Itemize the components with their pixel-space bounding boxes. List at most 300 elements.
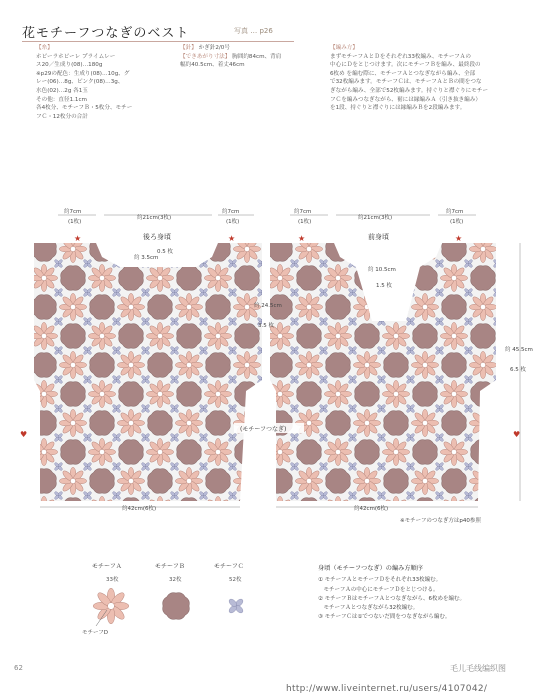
step-line: ③ モチーフＣは①でつないだ間をつなぎながら編む。 [318,614,451,621]
motif-b [32,295,57,320]
motif-d [186,478,191,483]
motif-c-petal [467,523,473,529]
yarn-line: 各4枚分、モチーフＢ・5枚分、モチー [36,105,133,112]
motif-a-petal [264,508,277,521]
motif-a-petal [161,507,174,513]
motif-c-petal [496,520,502,526]
motif-d [99,449,104,454]
motif-c-petal [173,520,179,526]
motif-c-petal [496,291,502,297]
motif-c-petal [199,523,205,529]
motif-d [422,478,427,483]
motif-c-petal [496,436,502,442]
motif-d [451,333,456,338]
motif-d [70,420,75,425]
motif-d [244,478,249,483]
motif-c-petal [54,523,60,529]
motif-c-petal [438,523,444,529]
motif-c-petal [409,262,415,268]
motif-b [119,266,144,291]
motif-a-petal [422,235,428,248]
motif-a [175,467,202,494]
motif-d [273,507,278,512]
motif-a [266,264,293,291]
motif-d [364,478,369,483]
hook-size: かぎ針2/0号 [198,45,230,51]
tools-block [180,44,310,70]
motif-a-petal [117,246,130,252]
motif-a-petal [129,237,142,250]
motif-c-petal [170,259,176,265]
motif-a-petal [187,237,200,250]
motif-a-petal [245,479,258,492]
motif-a-petal [262,507,275,513]
howto-line: 中心にＤをとじつけます。次にモチーフＢを編み、最終段の [330,62,481,69]
motif-a [88,322,115,349]
motif-a-petal [481,421,494,434]
motif-b [297,440,322,465]
motif-b [119,324,144,349]
motif-a [411,235,438,262]
motif-a-petal [264,440,277,453]
motif-c-petal [231,520,237,526]
motif-c-petal [144,523,150,529]
motif-a-petal [262,449,275,455]
motif-d [41,449,46,454]
motif-a-petal [397,507,410,513]
source-url: http://www.liveinternet.ru/users/4107042/ [286,684,488,694]
motif-c-petal [257,491,263,497]
motif-a [440,380,467,407]
motif-a-petal [216,508,229,521]
motif-d [364,362,369,367]
motif-d [186,362,191,367]
motif-c-petal [57,523,63,529]
body-length-rows: 6.5 枚 [510,367,526,373]
motif-c-petal [319,523,325,529]
motif-a [353,467,380,494]
motif-a [469,467,496,494]
motif-d [99,275,104,280]
page-title: 花モチーフつなぎのベスト [22,26,190,41]
motif-a [175,409,202,436]
motif-d [186,304,191,309]
motif-d [277,507,282,512]
motif-c-petal [257,433,263,439]
motif-a-petal [158,508,171,521]
motif-d [393,449,398,454]
assembly-steps [318,564,518,623]
motif-c-petal [115,523,121,529]
motif-a [440,438,467,465]
motif-a-petal [324,507,337,513]
motif-a-petal [326,508,339,521]
star-icon: ★ [74,234,82,243]
armhole-depth: 約 24.5cm [254,303,282,309]
motif-d [335,507,340,512]
motif-c-petal [496,346,502,352]
motif-c-petal [293,523,299,529]
motif-d [306,362,311,367]
motif-a-petal [175,246,188,252]
motif-b [61,382,86,407]
motif-c [493,520,502,529]
motif-b [471,266,496,291]
motif-a-petal [41,496,47,509]
motif-a-petal [335,511,341,524]
legend-c-count: 52枚 [229,577,242,583]
back-top-mid-dim: 約21cm(3枚) [137,215,172,221]
motif-b [90,353,115,378]
motif-a [93,588,129,624]
motif-b [297,324,322,349]
motif-c-petal [348,523,354,529]
front-panel-label: 前身頃 [368,233,389,241]
motif-a-petal [215,511,221,524]
motif-a-petal [264,392,277,405]
motif-c-petal [496,378,502,384]
motif-b [206,295,231,320]
motif-b [442,295,467,320]
motif-d [393,333,398,338]
star-icon: ★ [298,234,306,243]
motif-d [364,304,369,309]
motif-a [411,351,438,378]
back-panel [30,235,295,529]
motif-a-petal [281,507,294,513]
motif-a-petal [355,237,368,250]
motif-b [384,353,409,378]
motif-c-petal [496,317,502,323]
motif-a-petal [481,479,494,492]
motif-a-petal [244,482,250,495]
motif-a-petal [480,467,486,480]
motif-d [306,304,311,309]
motif-c-petal [286,523,292,529]
body-length: 約 45.5cm [505,347,533,353]
motif-a-petal [157,511,163,524]
motif-c [290,520,299,529]
motif-c-petal [170,520,176,526]
motif-a-petal [128,250,134,263]
motif-b [268,237,293,262]
legend-d-label: モチーフD [82,630,108,636]
motif-a-petal [413,237,426,250]
motif-c [257,433,266,442]
motif-c-petal [493,462,499,468]
motif-d [215,275,220,280]
motif-b [61,440,86,465]
motif-c-petal [409,523,415,529]
motif-c-petal [322,523,328,529]
motif-c-petal [260,523,266,529]
legend-swatches [0,580,300,650]
motif-c-petal [377,259,383,265]
yarn-heading: 【糸】 [36,45,53,51]
motif-c [319,520,328,529]
motif-d [186,246,191,251]
motif-d [128,362,133,367]
motif-b [413,324,438,349]
motif-a [88,438,115,465]
motif-a-petal [103,507,116,513]
motif-c-petal [351,523,357,529]
motif-d [306,420,311,425]
motif-a [59,467,86,494]
motif-a-petal [132,246,145,252]
motif-a [233,235,260,262]
motif-d [244,362,249,367]
motif-a [266,496,293,523]
motif-c [141,520,150,529]
step-line: ② モチーフＢはモチーフＡとつなぎながら、6枚めを編む。 [318,595,466,602]
motif-c [228,520,237,529]
motif-a-petal [206,508,219,521]
motif-c-petal [228,520,234,526]
motif-a-flower-icon [93,588,129,624]
motif-d [306,246,311,251]
back-bottom-dim: 約42cm(6枚) [122,506,157,512]
motif-c-petal [257,436,263,442]
motif-a [146,264,173,291]
steps-title: 身頃（モチーフつなぎ）の編み方順序 [318,565,423,572]
motif-b [471,324,496,349]
vest-motif-diagram [0,195,542,535]
motif-a-petal [278,508,291,521]
heart-icon: ♥ [20,430,28,439]
motif-c [493,491,502,500]
motif-a-petal [382,275,395,281]
motif-c [493,462,502,471]
motif-c-petal [289,520,295,526]
motif-b [163,593,190,620]
motif-c [377,288,386,297]
motif-b [90,237,115,262]
motif-a-petal [273,511,279,524]
motif-a [88,496,115,523]
star-icon: ★ [228,234,236,243]
motif-d [451,449,456,454]
motif-a [204,264,231,291]
motif-b [148,469,173,494]
motif-d [422,420,427,425]
motif-c-petal [115,520,121,526]
motif-c-petal [496,262,502,268]
motif-a-petal [233,478,246,484]
motif-a [266,380,293,407]
motif-b [471,440,496,465]
motif-c [257,462,266,471]
front-neck-depth: 約 10.5cm [368,267,396,273]
motif-b [177,440,202,465]
motif-c-petal [493,433,499,439]
motif-c-petal [199,520,205,526]
motif-a-petal [100,508,113,521]
motif-a-petal [266,507,279,513]
motif-a [411,409,438,436]
motif-b [177,324,202,349]
motif-b [235,324,260,349]
motif-a [88,264,115,291]
motif-a-petal [393,496,399,509]
motif-a-petal [219,507,232,513]
motif-d [335,333,340,338]
motif-a-petal [365,247,378,260]
motif-c [170,259,179,268]
motif-d [277,449,282,454]
motif-a-petal [157,496,163,509]
motif-d [480,246,485,251]
motif-c-petal [231,523,237,529]
motif-c-petal [406,288,412,294]
motif-a [30,380,57,407]
motif-d [451,507,456,512]
motif-d [480,420,485,425]
motif-b [442,469,467,494]
motif-c-petal [406,291,412,297]
motif-b [471,382,496,407]
motif-a [204,496,231,523]
motif-d [422,246,427,251]
motif-c-petal [260,433,266,439]
motif-c-petal [493,520,499,526]
motif-a-petal [484,478,497,484]
motif-c-petal [290,523,296,529]
motif-d [215,507,220,512]
motif-c-petal [289,523,295,529]
motif-b [61,266,86,291]
motif-a [204,438,231,465]
motif-a-petal [190,246,203,252]
motif-a-petal [177,247,190,260]
motif-c-petal [141,520,147,526]
motif-a-petal [481,469,494,482]
motif-a-petal [277,507,290,513]
yarn-line: 水色(02)…2g 各1玉 [36,87,88,94]
motif-a-petal [335,496,341,509]
motif-a-petal [244,409,250,422]
motif-c-petal [493,465,499,471]
motif-a-petal [119,247,132,260]
motif-c-petal [257,523,263,529]
motif-a-petal [274,508,287,521]
motif-b [326,353,351,378]
motif-b [148,295,173,320]
motif-c-petal [380,259,386,265]
motif-b [206,411,231,436]
motif-d [364,246,369,251]
yarn-line: レー(06)…8g、ピンク(08)…3g、 [36,79,124,86]
motif-d [70,304,75,309]
motif-c-petal [351,520,357,526]
motif-b [442,353,467,378]
motif-c-petal [377,291,383,297]
motif-d [393,391,398,396]
motif-d [41,275,46,280]
joining-note: ※モチーフのつなぎ方はp40参照 [400,518,481,524]
motif-c-petal [493,494,499,500]
motif-c-petal [322,520,328,526]
motif-b [177,266,202,291]
motif-b [90,469,115,494]
motif-a-petal [99,511,105,524]
motif-a [324,322,351,349]
motif-c-petal [260,436,266,442]
motif-b [32,237,57,262]
motif-c [257,491,266,500]
motif-d [41,391,46,396]
motif-b [326,411,351,436]
yarn-line: ホビーラホビーレ プライムレー [36,53,116,60]
motif-c-petal [144,520,150,526]
motif-d [99,333,104,338]
motif-d [422,304,427,309]
motif-a-petal [277,511,283,524]
photo-reference: 写真 … p26 [234,27,273,35]
motif-a-petal [393,511,399,524]
motif-d [335,275,340,280]
motif-a [295,293,322,320]
motif-b [268,353,293,378]
motif-c-petal [380,291,386,297]
step-line: モチーフＡとつなぎながら32枚編む。 [318,605,419,612]
motif-b-scalloped-icon [163,593,190,620]
motif-a [30,438,57,465]
motif-a-petal [177,237,190,250]
motif-a-petal [187,247,200,260]
motif-c-petal [260,520,266,526]
motif-a [353,351,380,378]
motif-a-petal [480,409,486,422]
motif-c-petal [228,523,234,529]
motif-c [406,259,415,268]
motif-b [90,411,115,436]
motif-c-cross-icon [228,598,245,615]
motif-c-petal [173,259,179,265]
motif-c-petal [260,491,266,497]
motif-d [277,391,282,396]
motif-a [59,235,86,262]
front-top-left-dim: 約7cm [294,209,312,215]
motif-b [355,324,380,349]
motif-a-petal [455,507,468,513]
motif-c-petal [257,404,263,410]
motif-a [353,293,380,320]
motif-b [235,382,260,407]
motif-a-petal [368,304,381,310]
motif-a [353,409,380,436]
motif-c-petal [496,288,502,294]
motif-c-petal [115,259,121,265]
motif-a-petal [32,508,45,521]
motif-a-petal [42,508,55,521]
motif-b [442,411,467,436]
back-top-left-dim: 約7cm [64,209,82,215]
motif-b [297,498,322,523]
motif-a-petal [336,508,349,521]
heart-icon: ♥ [513,430,521,439]
motif-c [286,520,295,529]
motif-b [413,266,438,291]
motif-c-petal [112,520,118,526]
motif-a [295,467,322,494]
motif-d [128,478,133,483]
size-line: 胸囲約84cm、背肩 [232,53,282,60]
motif-a-petal [41,511,47,524]
motif-a [382,438,409,465]
front-top-mid-dim: 約21cm(3枚) [358,215,393,221]
motif-c-petal [496,404,502,410]
